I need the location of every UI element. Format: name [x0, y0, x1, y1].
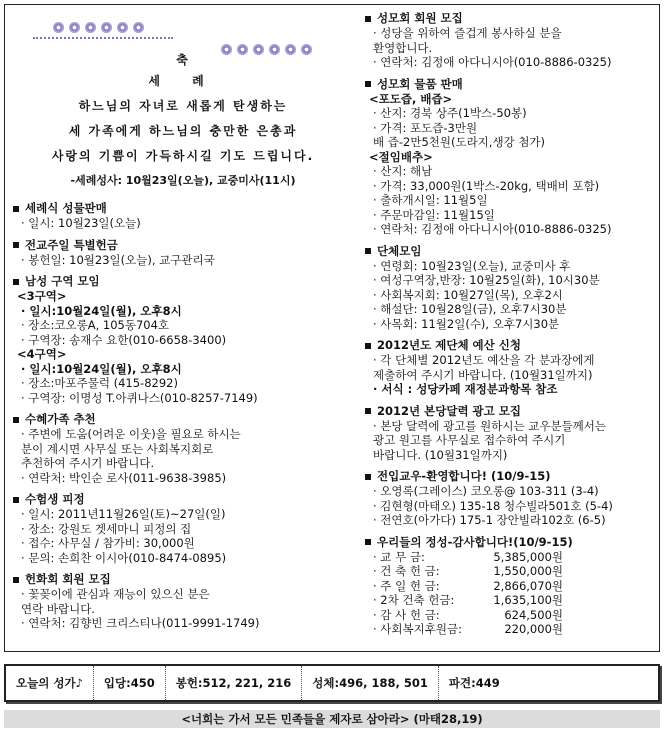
notice-section [365, 404, 657, 463]
square-bullet-icon [13, 497, 19, 503]
offering-amount: 624,500원 [504, 607, 563, 622]
section-line: · 연락처: 김향빈 크리스티나(011-9991-1749) [21, 616, 260, 630]
subsection-label: <절임배추> [369, 149, 433, 164]
section-line: · 접수: 사무실 / 참가비: 30,000원 [21, 536, 195, 550]
offering-row [365, 564, 657, 579]
section-line: · 성당을 위하여 즐겁게 봉사하실 분을 [373, 26, 562, 40]
banner-line-2: 세 례 [148, 74, 218, 88]
section-line: · 산지: 해남 [373, 164, 433, 178]
section-line: · 전연호(아가다) 175-1 장안빌라102호 (6-5) [373, 513, 606, 527]
section-title [365, 404, 657, 419]
section-title-text: 성모회 물품 판매 [377, 76, 463, 91]
section-line: · 출하개시일: 11월5일 [373, 193, 488, 207]
notice-section [365, 244, 657, 332]
notice-section [13, 201, 353, 231]
notice-section [365, 77, 657, 237]
section-line: · 가격: 33,000원(1박스-20kg, 택배비 포함) [373, 178, 600, 193]
section-line: · 산지: 경북 상주(1박스-50봉) [373, 106, 527, 120]
offering-label: · 건 축 헌 금: [373, 564, 440, 578]
offering-amount: 220,000원 [504, 622, 563, 636]
right-sections [365, 11, 657, 637]
section-title [13, 201, 353, 216]
banner-line-6: -세례성사: 10월23일(오늘), 교중미사(11시) [70, 174, 296, 187]
section-line: · 서식 : 성당카페 재정분과항목 참조 [373, 382, 558, 396]
hymn-stats-bar [4, 664, 660, 702]
section-title-text: 헌화회 회원 모집 [25, 572, 111, 586]
section-title-text: 2012년 본당달력 광고 모집 [377, 403, 521, 418]
section-line: · 본당 달력에 광고를 원하시는 교우분들께서는 [373, 418, 607, 433]
vine-decoration-icon [33, 33, 173, 39]
right-column [365, 11, 657, 644]
banner-line-1: 축 [176, 53, 190, 67]
section-title-text: 전입교우-환영합니다! (10/9-15) [377, 469, 551, 483]
section-line: · 문의: 손희찬 이시아(010-8474-0895) [21, 550, 227, 565]
section-title [365, 244, 657, 259]
section-line: · 연락처: 김정애 아다니시아(010-8886-0325) [373, 55, 612, 69]
section-line: · 구역장: 이명성 T.아퀴나스(010-8257-7149) [21, 390, 258, 405]
offering-amount: 5,385,000원 [493, 549, 563, 564]
scripture-footer: <너희는 가서 모든 민족들을 제자로 삼아라> (마태28,19) [4, 710, 660, 728]
notice-section [365, 11, 657, 70]
section-line: 제출하여 주시기 바랍니다. (10월31일까지) [373, 367, 593, 382]
section-line: · 봉헌일: 10월23일(오늘), 교구관리국 [21, 252, 215, 267]
section-line: 연락 바랍니다. [21, 601, 95, 616]
section-title-text: 세례식 성물판매 [25, 201, 107, 215]
square-bullet-icon [13, 577, 19, 583]
section-line: · 연락처: 김정애 아다니시아(010-8886-0325) [373, 222, 612, 236]
section-line: · 연령회: 10월23일(오늘), 교중미사 후 [373, 258, 571, 273]
subsection-label: <포도즙, 배즙> [369, 91, 453, 106]
hymn-label: 오늘의 성가♪ [6, 666, 94, 700]
section-title-text: 남성 구역 모임 [25, 274, 100, 288]
section-line: · 일시: 2011년11월26일(토)~27일(일) [21, 507, 226, 521]
section-line: 추천하여 주시기 바랍니다. [21, 456, 155, 470]
subsection-label: <4구역> [17, 347, 67, 361]
offering-row [365, 608, 657, 623]
offering-row [365, 550, 657, 565]
offering-amount: 1,635,100원 [493, 593, 563, 607]
section-title [365, 338, 657, 353]
section-line: · 여성구역장,반장: 10월25일(화), 10시30분 [373, 273, 600, 287]
section-title [13, 412, 353, 427]
notice-section [13, 572, 353, 631]
square-bullet-icon [13, 206, 19, 212]
section-title-text: 우리들의 정성-감사합니다!(10/9-15) [377, 534, 573, 549]
hymn-offertory: 봉헌:512, 221, 216 [166, 666, 303, 700]
section-line: 광고 원고를 사무실로 접수하여 주시기 [373, 433, 566, 447]
section-title [365, 535, 657, 550]
subsection-label: <3구역> [17, 289, 67, 303]
offering-row [365, 593, 657, 608]
notice-section [13, 238, 353, 268]
square-bullet-icon [13, 279, 19, 285]
left-sections [13, 201, 353, 631]
banner-line-5: 사랑의 기쁨이 가득하시길 기도 드립니다. [51, 149, 315, 163]
offering-label: · 감 사 헌 금: [373, 607, 440, 622]
square-bullet-icon [365, 248, 371, 254]
square-bullet-icon [365, 343, 371, 349]
section-title [13, 274, 353, 289]
notice-section [13, 274, 353, 405]
offering-label: · 교 무 금: [373, 549, 425, 564]
section-title-text: 전교주일 특별헌금 [25, 237, 118, 252]
notice-section [13, 492, 353, 565]
section-line: · 해설단: 10월28일(금), 오후7시30분 [373, 302, 567, 316]
square-bullet-icon [365, 474, 371, 480]
section-title-text: 단체모임 [377, 243, 422, 258]
offering-amount: 1,550,000원 [493, 564, 563, 578]
section-line: · 각 단체별 2012년도 예산을 각 분과장에게 [373, 353, 595, 367]
section-line: · 일시: 10월23일(오늘) [21, 216, 141, 230]
section-line: 배 즙-2만5천원(도라지,생강 첨가) [373, 135, 546, 149]
offering-amount: 2,866,070원 [493, 578, 563, 593]
section-line: · 연락처: 박인순 로사(011-9638-3985) [21, 470, 227, 485]
section-line: · 장소: 강원도 겟세마니 피정의 집 [21, 521, 192, 536]
section-line: · 사회복지회: 10월27일(목), 오후2시 [373, 287, 563, 302]
hymn-communion: 성체:496, 188, 501 [302, 666, 439, 700]
notice-section [365, 338, 657, 397]
hymn-dismissal: 파견:449 [448, 676, 500, 690]
section-title [365, 469, 657, 484]
section-line: · 일시:10월24일(월), 오후8시 [21, 361, 182, 376]
banner-line-3: 하느님의 자녀로 새롭게 탄생하는 [78, 99, 288, 113]
banner-line-4: 세 가족에게 하느님의 충만한 은총과 [68, 124, 298, 138]
square-bullet-icon [365, 16, 371, 22]
section-line: · 장소:마포주물럭 (415-8292) [21, 376, 178, 390]
section-line: · 주문마감일: 11월15일 [373, 207, 495, 222]
notice-section [13, 412, 353, 485]
section-title-text: 수혜가족 추천 [25, 412, 96, 426]
section-line: · 장소:코오롱A, 105동704호 [21, 318, 170, 332]
left-column [13, 11, 353, 638]
flower-decoration-right-icon [213, 41, 323, 63]
notice-section [365, 469, 657, 528]
square-bullet-icon [13, 242, 19, 248]
section-line: · 구역장: 송재수 요한(010-6658-3400) [21, 332, 227, 347]
section-title-text: 2012년도 제단체 예산 신청 [377, 338, 521, 352]
section-line: · 오영록(그레이스) 코오롱@ 103-311 (3-4) [373, 484, 599, 498]
section-line: 분이 계시면 사무실 또는 사회복지회로 [21, 441, 214, 456]
offering-label: · 사회복지후원금: [373, 622, 462, 636]
section-line: · 김현형(마태오) 135-18 청수빌라501호 (5-4) [373, 498, 613, 513]
section-title [365, 11, 657, 26]
section-title [13, 492, 353, 507]
offering-label: · 2차 건축 헌금: [373, 593, 455, 607]
square-bullet-icon [365, 81, 371, 87]
section-title-text: 성모회 회원 모집 [377, 11, 463, 25]
section-title-text: 수험생 피정 [25, 492, 85, 506]
offering-row [365, 579, 657, 594]
section-line: · 사목회: 11월2일(수), 오후7시30분 [373, 316, 560, 331]
bulletin-frame [4, 4, 660, 652]
offering-row [365, 622, 657, 637]
section-title [13, 238, 353, 253]
square-bullet-icon [365, 408, 371, 414]
section-title [13, 572, 353, 587]
section-line: · 주변에 도움(어려운 이웃)을 필요로 하시는 [21, 427, 241, 441]
square-bullet-icon [365, 539, 371, 545]
section-line: · 일시:10월24일(월), 오후8시 [21, 303, 182, 318]
square-bullet-icon [13, 417, 19, 423]
section-title [365, 77, 657, 92]
section-line: · 가격: 포도즙-3만원 [373, 120, 478, 135]
offering-label: · 주 일 헌 금: [373, 578, 440, 593]
notice-section [365, 535, 657, 637]
section-line: · 꽃꽂이에 관심과 재능이 있으신 분은 [21, 587, 210, 601]
section-line: 바랍니다. (10월31일까지) [373, 447, 508, 462]
section-line: 환영합니다. [373, 40, 433, 55]
hymn-entry: 입당:450 [94, 666, 166, 700]
baptism-banner [13, 11, 353, 201]
